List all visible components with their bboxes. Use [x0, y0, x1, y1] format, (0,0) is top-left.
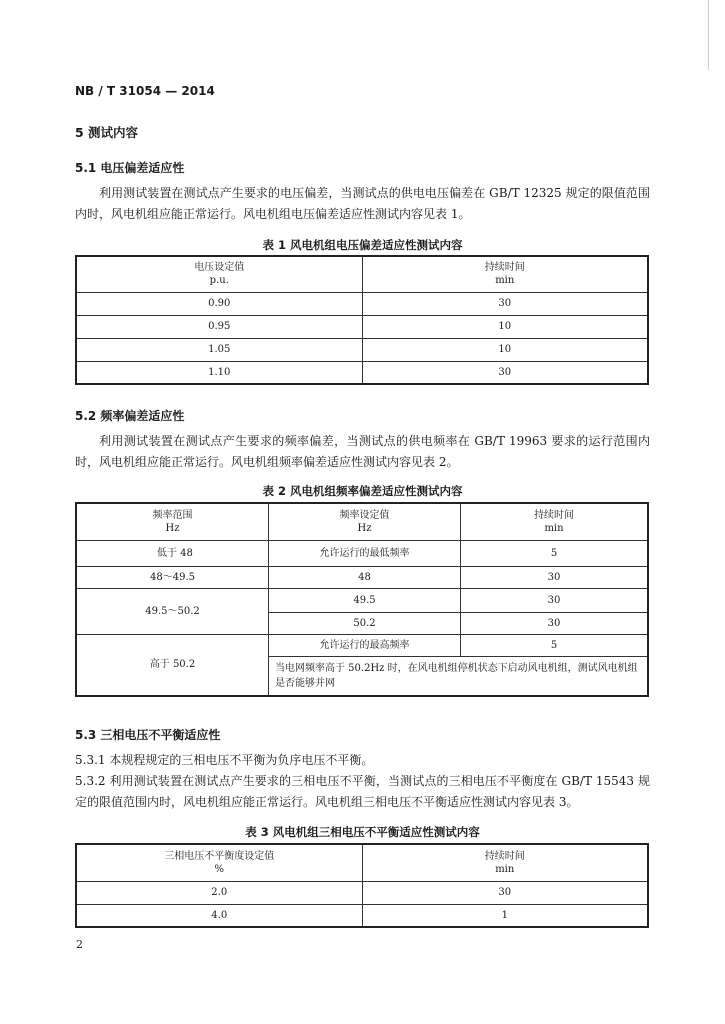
table-row: 48～49.5 48 30 [76, 566, 648, 588]
table-2-header-range: 频率范围 Hz [76, 503, 269, 540]
table-2-header-duration: 持续时间 min [461, 503, 649, 540]
table-2-caption: 表 2 风电机组频率偏差适应性测试内容 [262, 484, 463, 498]
table-3 [75, 843, 649, 928]
table-row: 49.5～50.2 49.5 30 [76, 588, 648, 612]
table-row: 2.0 30 [76, 881, 648, 904]
scan-edge-line [708, 0, 709, 70]
table-row: 0.90 30 [76, 292, 648, 315]
table-3-header-duration: 持续时间 min [362, 844, 648, 881]
table-row: 50.2 30 [76, 612, 648, 634]
table-row: 1.05 10 [76, 338, 648, 361]
table-2-note: 当电网频率高于 50.2Hz 时，在风电机组停机状态下启动风电机组，测试风电机组是否能够并网 [269, 656, 649, 696]
table-row: 1.10 30 [76, 361, 648, 384]
table-row: 4.0 1 [76, 904, 648, 927]
table-2 [75, 502, 649, 697]
section-5-2-title: 5.2 频率偏差适应性 [75, 409, 185, 423]
table-1-header-voltage: 电压设定值 p.u. [76, 256, 362, 292]
section-5-1-title: 5.1 电压偏差适应性 [75, 161, 185, 175]
table-row: 0.95 10 [76, 315, 648, 338]
document-code: NB / T 31054 — 2014 [75, 84, 215, 98]
table-2-header-setting: 频率设定值 Hz [269, 503, 461, 540]
page-number: 2 [76, 938, 83, 951]
section-5-title: 5 测试内容 [75, 125, 139, 140]
section-5-3-1-paragraph: 5.3.1 本规程规定的三相电压不平衡为负序电压不平衡。 [75, 753, 374, 767]
section-5-2-paragraph: 利用测试装置在测试点产生要求的频率偏差，当测试点的供电频率在 GB/T 19963 要求的运行范围内时，风电机组应能正常运行。风电机组频率偏差适应性测试内容见表 2。 [75, 434, 650, 469]
table-1-caption: 表 1 风电机组电压偏差适应性测试内容 [262, 238, 463, 252]
section-5-1-paragraph: 利用测试装置在测试点产生要求的电压偏差，当测试点的供电电压偏差在 GB/T 12325 规定的限值范围内时，风电机组应能正常运行。风电机组电压偏差适应性测试内容见表 1。 [75, 186, 650, 221]
table-row: 低于 48 允许运行的最低频率 5 [76, 540, 648, 566]
table-1-header-duration: 持续时间 min [362, 256, 648, 292]
section-5-3-2-paragraph: 5.3.2 利用测试装置在测试点产生要求的三相电压不平衡，当测试点的三相电压不平衡度在 GB/T 15543 规定的限值范围内时，风电机组应能正常运行。风电机组三相电压不平衡适应性测试内容见表 3。 [75, 774, 650, 809]
section-5-3-title: 5.3 三相电压不平衡适应性 [75, 728, 221, 742]
table-3-caption: 表 3 风电机组三相电压不平衡适应性测试内容 [245, 825, 480, 839]
table-row: 高于 50.2 允许运行的最高频率 5 [76, 634, 648, 656]
table-3-header-unbalance: 三相电压不平衡度设定值 % [76, 844, 362, 881]
table-1 [75, 255, 649, 385]
